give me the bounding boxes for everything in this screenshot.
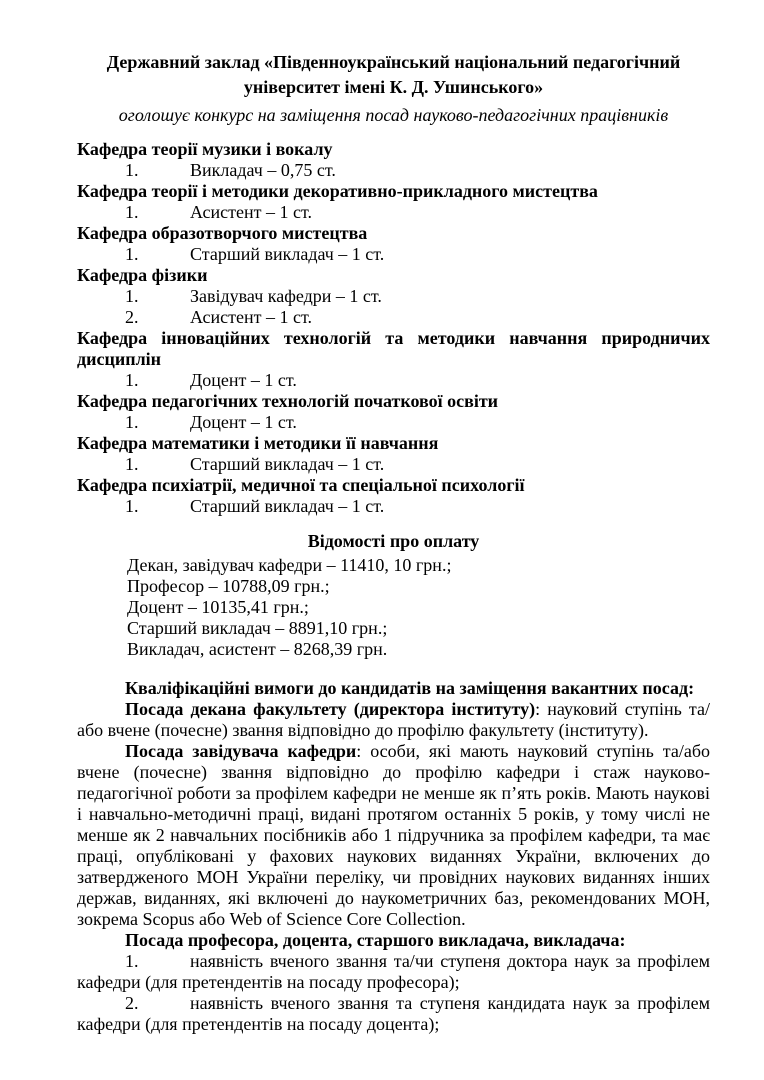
dean-requirements-paragraph (77, 699, 710, 741)
qualifications-heading: Кваліфікаційні вимоги до кандидатів на заміщення вакантних посад: (125, 678, 695, 698)
position-number: 1. (125, 286, 139, 306)
position-item (77, 412, 710, 433)
position-item (77, 370, 710, 391)
position-text: Викладач – 0,75 ст. (190, 160, 336, 180)
department-heading: Кафедра психіатрії, медичної та спеціальної психології (77, 475, 525, 495)
requirement-number: 1. (125, 951, 139, 971)
requirement-item (77, 951, 710, 993)
salary-line: Доцент – 10135,41 грн.; (127, 597, 309, 617)
dean-position-lead: Посада декана факультету (директора інституту) (125, 699, 536, 719)
position-item (77, 496, 710, 517)
salary-line: Професор – 10788,09 грн.; (127, 576, 330, 596)
position-number: 1. (125, 370, 139, 390)
head-position-lead: Посада завідувача кафедри (125, 741, 357, 761)
title-line-2: університет імені К. Д. Ушинського» (243, 77, 544, 97)
salary-line: Викладач, асистент – 8268,39 грн. (127, 639, 388, 659)
position-item (77, 244, 710, 265)
department-heading: Кафедра математики і методики її навчання (77, 433, 439, 453)
qualifications-section (77, 678, 710, 1035)
position-number: 1. (125, 454, 139, 474)
position-text: Асистент – 1 ст. (190, 202, 313, 222)
position-text: Завідувач кафедри – 1 ст. (190, 286, 382, 306)
title-line-1: Державний заклад «Південноукраїнський національний педагогічний (106, 52, 681, 72)
position-number: 1. (125, 412, 139, 432)
university-title (77, 50, 710, 100)
head-requirements-paragraph (77, 741, 710, 930)
vacancies-section (77, 139, 710, 517)
department-heading: Кафедра інноваційних технологій та методики навчання природничих дисциплін (77, 328, 710, 369)
dean-position-text: : науковий ступінь та/або вчене (почесне) звання відповідно до профілю факультету (інституту). (77, 699, 710, 740)
position-item (77, 160, 710, 181)
position-number: 1. (125, 244, 139, 264)
position-item (77, 454, 710, 475)
position-number: 1. (125, 496, 139, 516)
salary-section (77, 531, 710, 660)
requirement-text: наявність вченого звання та/чи ступеня доктора наук за профілем кафедри (для претендентів на посаду професора); (77, 951, 710, 992)
salary-heading: Відомості про оплату (307, 531, 480, 551)
position-text: Доцент – 1 ст. (190, 370, 297, 390)
professor-requirements-heading: Посада професора, доцента, старшого викладача, викладача: (125, 930, 626, 950)
announcement-subtitle: оголошує конкурс на заміщення посад науково-педагогічних працівників (118, 105, 669, 125)
department-heading: Кафедра фізики (77, 265, 208, 285)
position-item (77, 286, 710, 307)
requirement-text: наявність вченого звання та ступеня кандидата наук за профілем кафедри (для претендентів на посаду доцента); (77, 993, 710, 1034)
head-position-text: : особи, які мають науковий ступінь та/або вчене (почесне) звання відповідно до профілю кафедри і стаж науково-педагогічної роботи за профілем кафедри не менше як п’ять років. Мають наукові і навчально-методичні праці, видані протягом останніх 5 років, у тому числі не менше як 2 навчальних посібників або 1 підручника за профілем кафедри, та має праці, опубліковані у фахових наукових виданнях України, включених до затвердженого МОН України переліку, чи провідних наукових виданнях інших держав, виданнях, які включені до наукометричних баз, рекомендованих МОН, зокрема Scopus або Web of Science Core Collection. (77, 741, 710, 929)
department-heading: Кафедра теорії і методики декоративно-прикладного мистецтва (77, 181, 598, 201)
department-heading: Кафедра образотворчого мистецтва (77, 223, 368, 243)
department-heading: Кафедра теорії музики і вокалу (77, 139, 333, 159)
department-heading: Кафедра педагогічних технологій початкової освіти (77, 391, 499, 411)
position-text: Доцент – 1 ст. (190, 412, 297, 432)
position-text: Старший викладач – 1 ст. (190, 454, 385, 474)
position-number: 1. (125, 160, 139, 180)
requirement-item (77, 993, 710, 1035)
salary-line: Декан, завідувач кафедри – 11410, 10 грн.; (127, 555, 452, 575)
position-text: Асистент – 1 ст. (190, 307, 313, 327)
requirement-number: 2. (125, 993, 139, 1013)
position-item (77, 307, 710, 328)
position-item (77, 202, 710, 223)
position-number: 1. (125, 202, 139, 222)
position-number: 2. (125, 307, 139, 327)
salary-line: Старший викладач – 8891,10 грн.; (127, 618, 388, 638)
position-text: Старший викладач – 1 ст. (190, 244, 385, 264)
position-text: Старший викладач – 1 ст. (190, 496, 385, 516)
